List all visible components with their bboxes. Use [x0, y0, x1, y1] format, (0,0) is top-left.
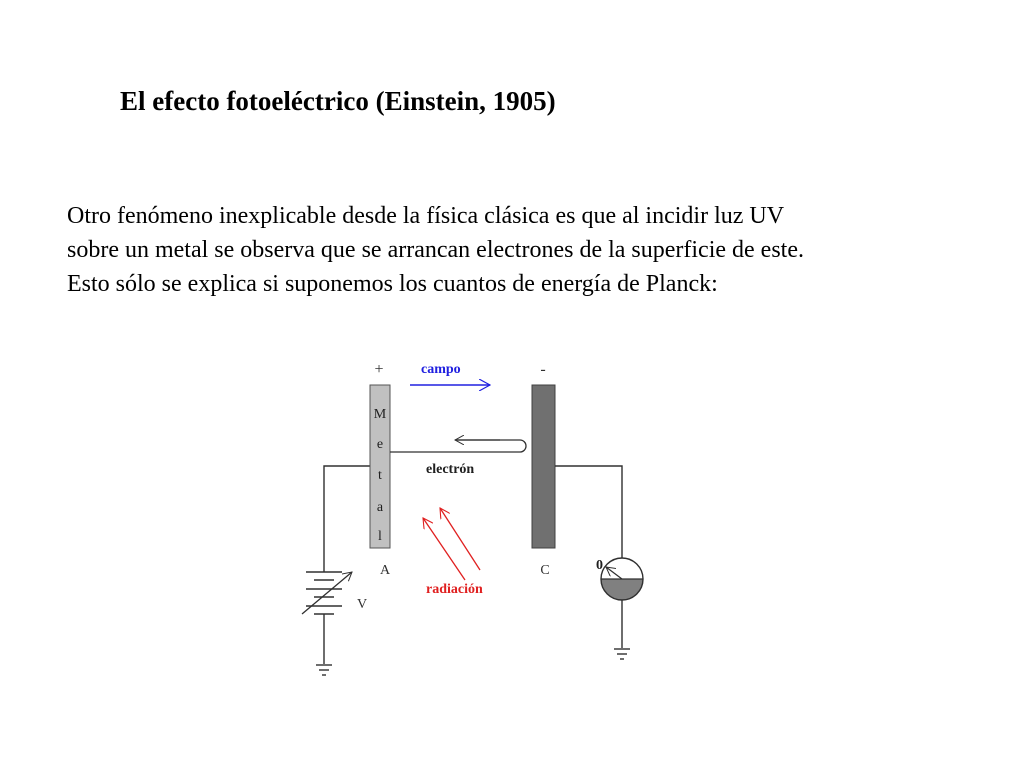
meter-zero-label: 0 — [596, 558, 603, 573]
metal-letter-m: M — [373, 407, 387, 422]
anode-label: A — [379, 563, 391, 578]
radiation-arrow-icon-2 — [423, 518, 465, 580]
left-circuit-wire — [324, 466, 370, 664]
galvanometer-icon — [601, 558, 643, 600]
cathode-label: C — [540, 563, 550, 578]
radiation-label: radiación — [426, 582, 483, 597]
radiation-arrow-icon-1 — [440, 508, 480, 570]
metal-letter-l: l — [378, 529, 382, 544]
collector-plate — [532, 385, 555, 548]
field-label: campo — [421, 362, 461, 377]
plus-sign: + — [374, 361, 384, 378]
electron-path-icon — [390, 440, 526, 452]
variable-arrow-icon — [302, 572, 352, 614]
right-circuit-wire — [555, 466, 622, 648]
ground-icon-right — [614, 649, 630, 659]
slide-title: El efecto fotoeléctrico (Einstein, 1905) — [120, 86, 556, 116]
electron-label: electrón — [426, 462, 475, 477]
metal-letter-t: t — [378, 468, 382, 483]
metal-letter-e: e — [376, 437, 384, 452]
metal-letter-a: a — [376, 500, 384, 515]
voltage-label: V — [357, 597, 368, 612]
minus-sign: - — [540, 361, 546, 378]
ground-icon-left — [316, 665, 332, 675]
paragraph-line-2: sobre un metal se observa que se arrancan electrones de la superficie de este. — [67, 237, 804, 263]
battery-icon — [306, 572, 342, 614]
paragraph-line-1: Otro fenómeno inexplicable desde la física clásica es que al incidir luz UV — [67, 203, 785, 229]
paragraph-line-3: Esto sólo se explica si suponemos los cuantos de energía de Planck: — [67, 271, 718, 297]
